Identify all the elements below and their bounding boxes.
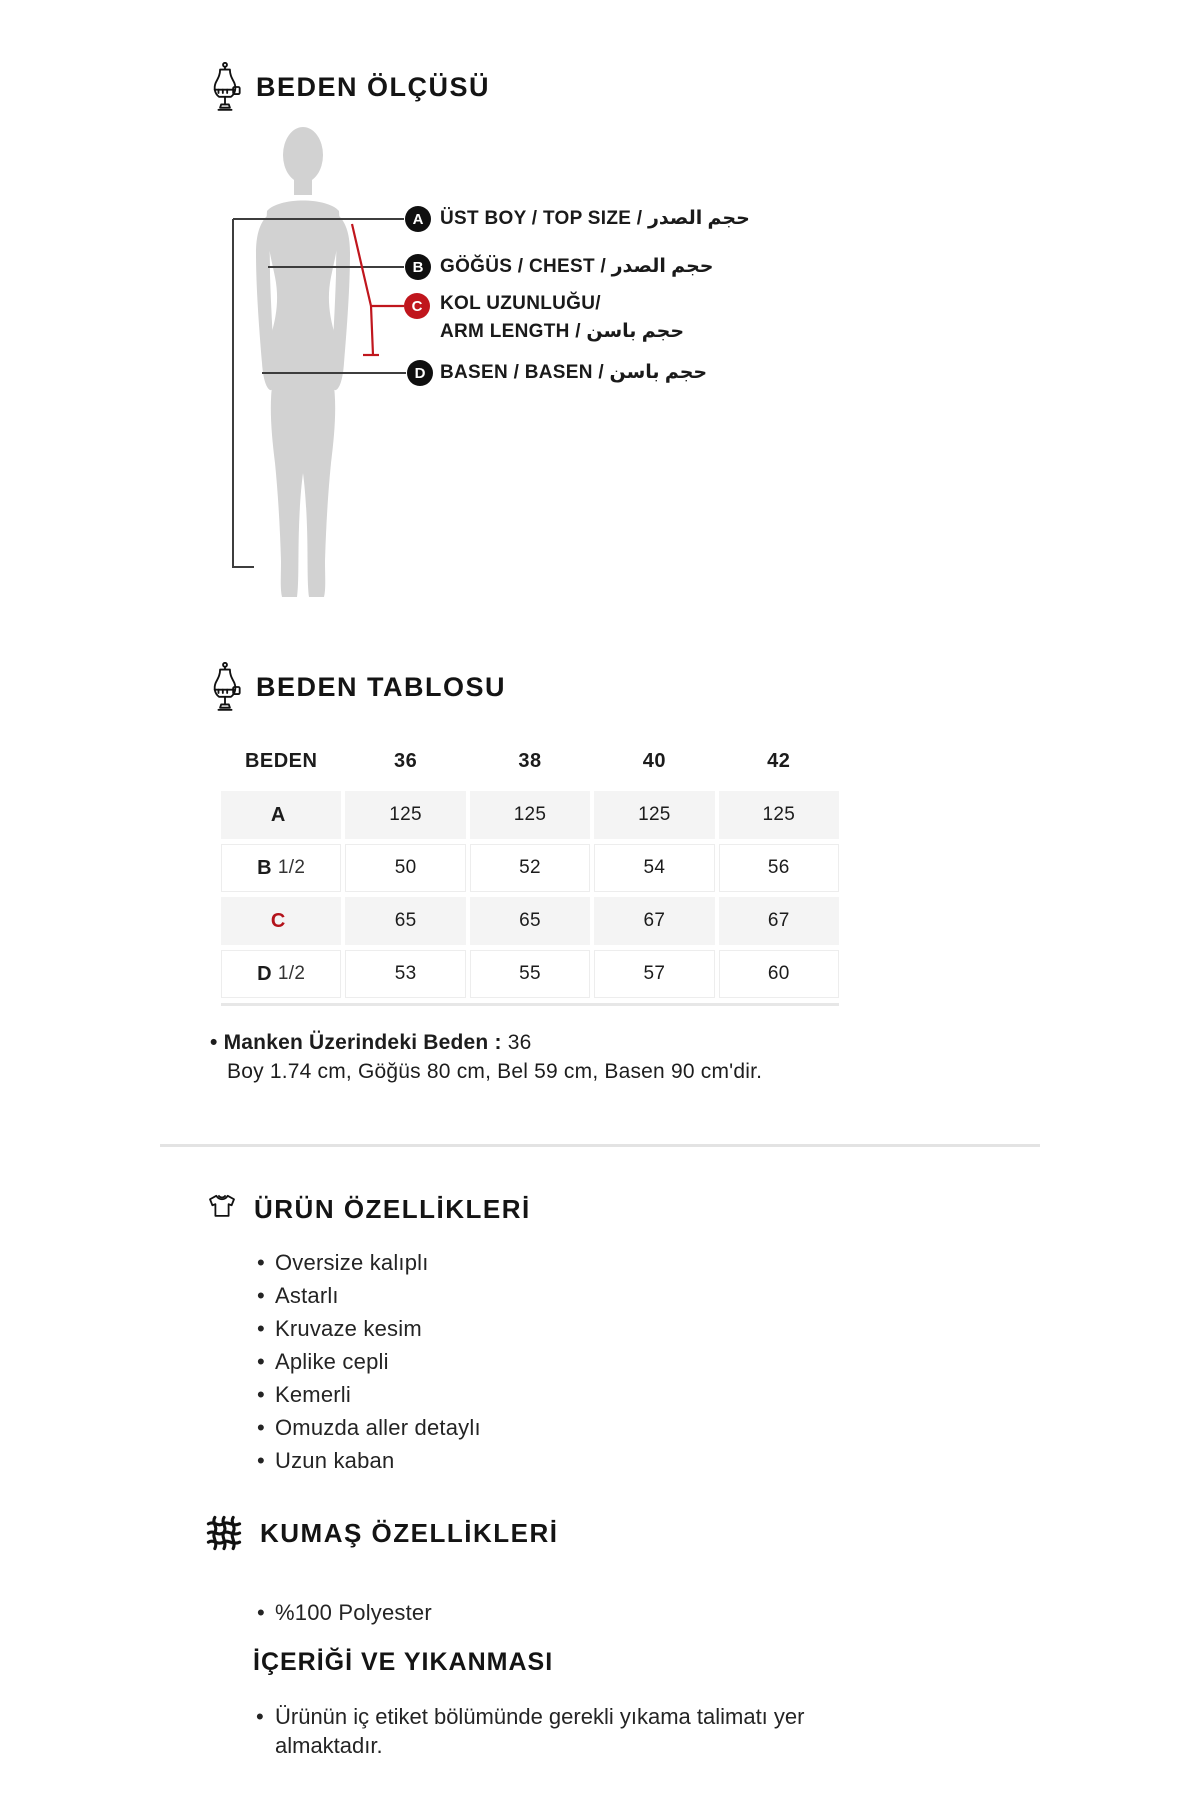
bullet: •	[256, 1704, 264, 1729]
measure-label-c	[440, 290, 684, 346]
table-value: 65	[470, 897, 590, 945]
measure-label-c-line2: ARM LENGTH / حجم باسن	[440, 321, 685, 342]
size-table-header-section	[208, 662, 506, 712]
row-label: B 1/2	[221, 844, 341, 892]
fabric-features-header	[202, 1508, 559, 1558]
list-item: • Kemerli	[257, 1382, 351, 1407]
fabric-features-title: KUMAŞ ÖZELLİKLERİ	[260, 1517, 559, 1548]
table-value: 67	[594, 897, 714, 945]
column-header: BEDEN	[244, 749, 318, 772]
size-table-body	[221, 791, 839, 1006]
table-value: 125	[719, 791, 839, 839]
list-item: • Kruvaze kesim	[257, 1316, 422, 1341]
row-label: C	[221, 897, 341, 945]
model-size-note	[210, 1028, 762, 1086]
list-item: • Aplike cepli	[257, 1349, 389, 1374]
row-label: A	[221, 791, 341, 839]
table-row-a	[221, 791, 839, 839]
table-value: 50	[345, 844, 465, 892]
measure-point-c	[404, 293, 430, 319]
table-value: 125	[345, 791, 465, 839]
measure-point-d	[407, 360, 433, 386]
list-item: • Astarlı	[257, 1283, 339, 1308]
table-row-b	[221, 844, 839, 892]
dress-form-icon	[208, 662, 242, 712]
table-value: 57	[594, 950, 714, 998]
table-value: 55	[470, 950, 590, 998]
model-size-line1	[210, 1028, 762, 1057]
list-item: • Oversize kalıplı	[257, 1250, 429, 1275]
size-guide-title: BEDEN ÖLÇÜSÜ	[256, 71, 491, 102]
column-header: 42	[767, 749, 791, 772]
table-value: 125	[594, 791, 714, 839]
arm-length-bracket	[352, 224, 404, 355]
table-bottom-border	[221, 1003, 839, 1006]
product-features-title: ÜRÜN ÖZELLİKLERİ	[254, 1193, 531, 1224]
table-value: 67	[719, 897, 839, 945]
list-item: • %100 Polyester	[257, 1600, 432, 1625]
care-instruction-text: Ürünün iç etiket bölümünde gerekli yıkama talimatı yer almaktadır.	[275, 1704, 805, 1758]
measure-point-b-letter: B	[412, 258, 424, 276]
size-table-column-headers	[221, 736, 839, 786]
tshirt-icon	[204, 1188, 240, 1230]
size-table	[221, 736, 839, 1006]
size-table-title: BEDEN TABLOSU	[256, 671, 507, 702]
model-size-value: 36	[507, 1031, 532, 1054]
measure-label-b: GÖĞÜS / CHEST / حجم الصدر	[440, 256, 714, 277]
model-size-label: Manken Üzerindeki Beden :	[223, 1031, 502, 1054]
table-value: 56	[719, 844, 839, 892]
bullet: •	[210, 1031, 218, 1054]
measure-point-c-letter: C	[411, 297, 423, 315]
section-divider	[160, 1144, 1040, 1147]
column-header: 40	[642, 749, 667, 772]
measure-label-d: BASEN / BASEN / حجم باسن	[440, 362, 708, 383]
table-value: 54	[594, 844, 714, 892]
table-value: 60	[719, 950, 839, 998]
table-value: 52	[470, 844, 590, 892]
fabric-weave-icon	[202, 1508, 246, 1558]
table-value: 65	[345, 897, 465, 945]
column-header: 38	[518, 749, 542, 772]
list-item: • Uzun kaban	[257, 1448, 395, 1473]
measure-label-a: ÜST BOY / TOP SIZE / حجم الصدر	[440, 208, 750, 229]
model-measurements: Boy 1.74 cm, Göğüs 80 cm, Bel 59 cm, Basen 90 cm'dir.	[227, 1060, 763, 1083]
care-instruction	[256, 1702, 916, 1760]
table-row-d	[221, 950, 839, 998]
list-item: • Omuzda aller detaylı	[257, 1415, 481, 1440]
product-features-list	[257, 1246, 481, 1477]
measure-point-a-letter: A	[412, 210, 424, 228]
measure-point-d-letter: D	[414, 364, 426, 382]
fabric-features-list	[257, 1596, 432, 1629]
care-title: İÇERİĞİ VE YIKANMASI	[253, 1648, 554, 1676]
column-header: 36	[393, 749, 418, 772]
measure-point-a	[405, 206, 431, 232]
table-row-c	[221, 897, 839, 945]
measure-point-b	[405, 254, 431, 280]
size-guide-header	[208, 62, 490, 112]
table-value: 125	[470, 791, 590, 839]
dress-form-icon	[208, 62, 242, 112]
product-features-header	[204, 1188, 531, 1230]
table-value: 53	[345, 950, 465, 998]
measure-label-c-line1: KOL UZUNLUĞU/	[440, 293, 601, 314]
row-label: D 1/2	[221, 950, 341, 998]
